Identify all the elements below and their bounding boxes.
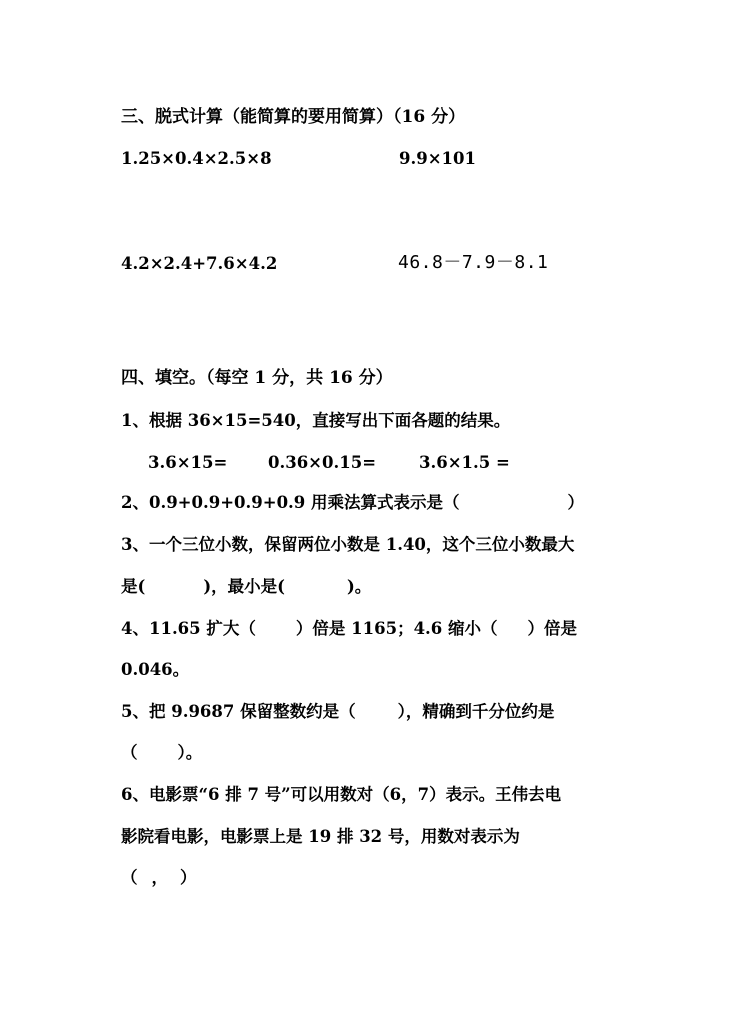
question-3-line-1: 3、一个三位小数，保留两位小数是 1.40，这个三位小数最大	[121, 535, 575, 554]
question-1-item-c: 3.6×1.5 =	[419, 453, 510, 472]
question-6-open: （	[121, 868, 138, 887]
question-4-line-2: 0.046。	[121, 660, 190, 679]
question-6-line-3	[121, 870, 197, 887]
question-5-line-1	[121, 704, 554, 721]
question-6-comma: ，	[151, 868, 168, 887]
question-1-item-a: 3.6×15=	[148, 453, 228, 472]
question-6-line-1: 6、电影票“6 排 7 号”可以用数对（6，7）表示。王伟去电	[121, 785, 562, 804]
question-4-line-1	[121, 621, 577, 638]
question-3-part-a: 是(	[121, 577, 146, 596]
question-5-close: ）。	[177, 743, 203, 762]
question-3-part-b: )，最小是(	[203, 577, 285, 596]
question-2-close: ）	[567, 493, 585, 512]
question-2	[121, 495, 584, 512]
section-3-heading: 三、脱式计算（能简算的要用简算）（16 分）	[121, 107, 466, 127]
expression-2: 9.9×101	[399, 149, 476, 168]
question-4-part-b: ）倍是 1165；4.6 缩小（	[295, 619, 498, 638]
question-3-line-2	[121, 579, 371, 596]
question-4-part-a: 4、11.65 扩大（	[121, 619, 256, 638]
expression-3: 4.2×2.4+7.6×4.2	[121, 254, 278, 273]
question-6-close: ）	[180, 868, 197, 887]
expression-4: 46.8－7.9－8.1	[398, 252, 549, 273]
question-5-part-a: 5、把 9.9687 保留整数约是（	[121, 702, 356, 721]
question-6-line-2: 影院看电影，电影票上是 19 排 32 号，用数对表示为	[121, 827, 520, 846]
question-5-open: （	[121, 743, 138, 762]
section-4-heading: 四、填空。（每空 1 分，共 16 分）	[121, 368, 393, 388]
expression-1: 1.25×0.4×2.5×8	[121, 149, 272, 168]
question-1: 1、根据 36×15=540，直接写出下面各题的结果。	[121, 411, 511, 430]
question-2-text: 2、0.9+0.9+0.9+0.9 用乘法算式表示是（	[121, 493, 460, 512]
question-4-part-c: ）倍是	[527, 619, 578, 638]
question-5-part-b: ），精确到千分位约是	[397, 702, 555, 721]
question-1-item-b: 0.36×0.15=	[268, 453, 377, 472]
question-3-part-c: )。	[346, 577, 372, 596]
question-5-line-2	[121, 745, 202, 762]
